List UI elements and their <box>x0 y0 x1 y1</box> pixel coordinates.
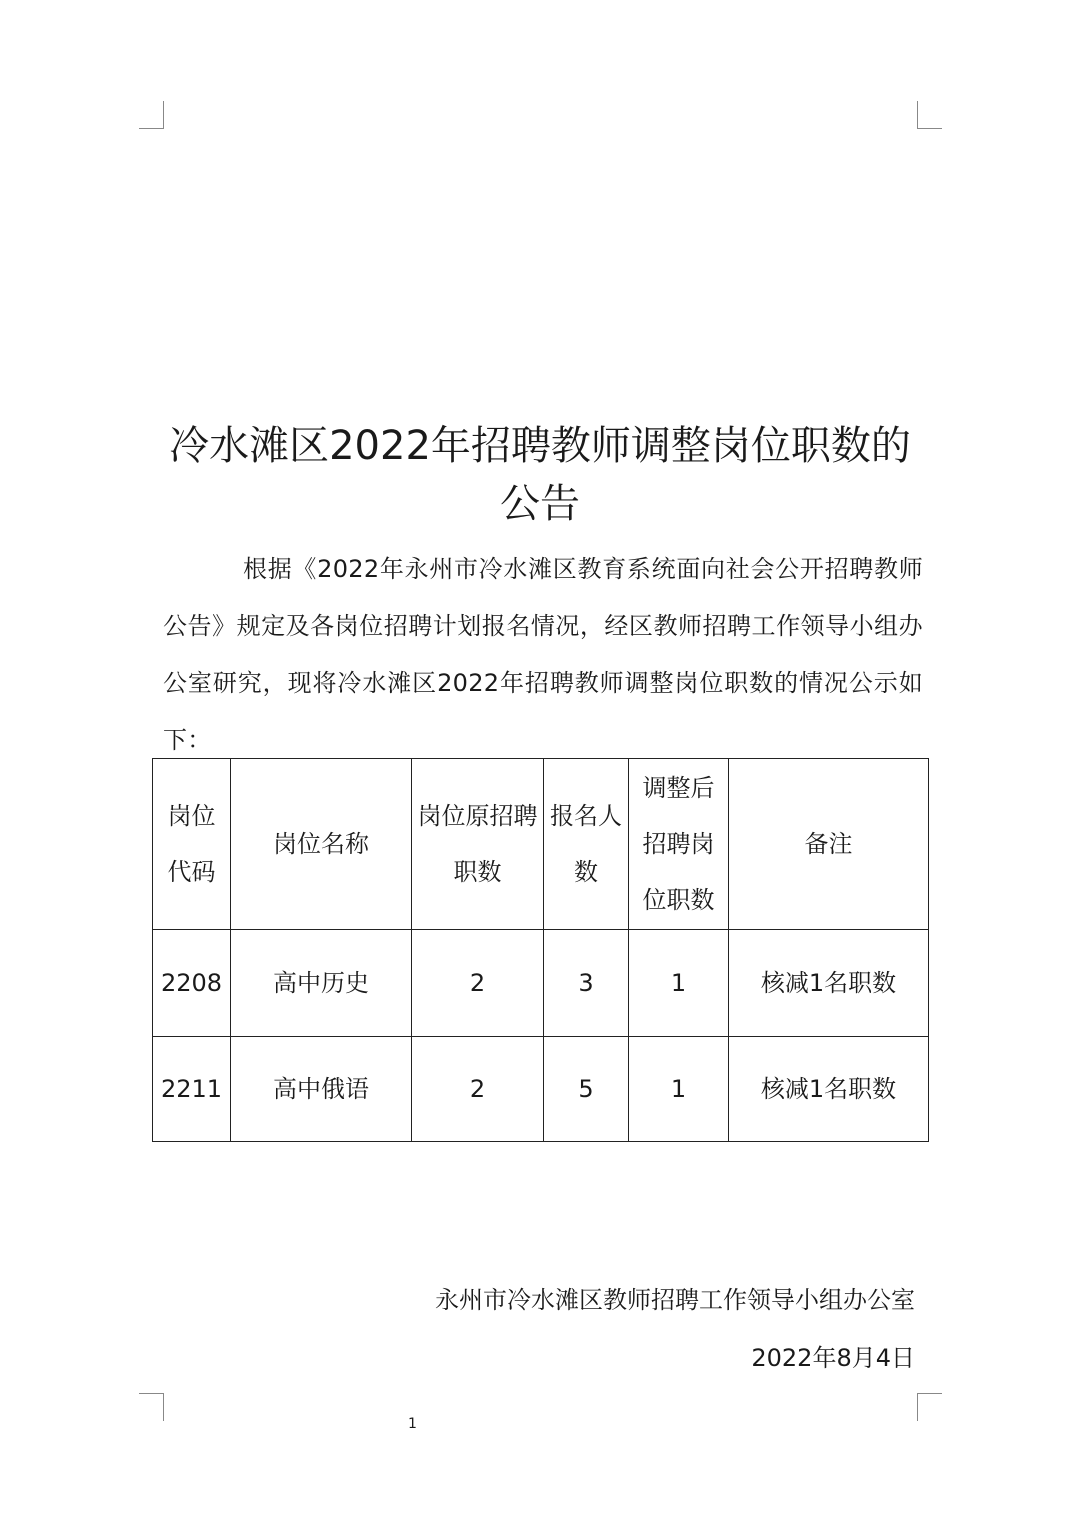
header-position-name: 岗位名称 <box>231 759 412 930</box>
document-title-line-1: 冷水滩区2022年招聘教师调整岗位职数的 <box>169 423 911 469</box>
header-adjusted-quota: 调整后招聘岗位职数 <box>629 759 729 930</box>
header-position-code: 岗位代码 <box>153 759 231 930</box>
signature-organization: 永州市冷水滩区教师招聘工作领导小组办公室 <box>435 1286 915 1314</box>
cell-position-name: 高中俄语 <box>231 1037 412 1142</box>
cell-adjusted-quota: 1 <box>629 1037 729 1142</box>
cell-remarks: 核减1名职数 <box>729 930 929 1037</box>
page-number: 1 <box>408 1416 417 1432</box>
cell-position-code: 2208 <box>153 930 231 1037</box>
header-applicant-count: 报名人数 <box>544 759 629 930</box>
page-corner-mark-top-right <box>917 101 942 129</box>
signature-date: 2022年8月4日 <box>751 1344 915 1372</box>
header-remarks: 备注 <box>729 759 929 930</box>
document-title-line-2: 公告 <box>500 481 580 527</box>
page-corner-mark-top-left <box>139 101 164 129</box>
cell-adjusted-quota: 1 <box>629 930 729 1037</box>
cell-applicant-count: 3 <box>544 930 629 1037</box>
cell-original-quota: 2 <box>412 930 544 1037</box>
table-row <box>153 930 929 1037</box>
page-corner-mark-bottom-left <box>139 1393 164 1421</box>
position-adjustment-table <box>152 758 929 1142</box>
table-row <box>153 1037 929 1142</box>
table-header-row <box>153 759 929 930</box>
cell-position-name: 高中历史 <box>231 930 412 1037</box>
header-original-quota: 岗位原招聘职数 <box>412 759 544 930</box>
cell-applicant-count: 5 <box>544 1037 629 1142</box>
cell-remarks: 核减1名职数 <box>729 1037 929 1142</box>
body-paragraph: 根据《2022年永州市冷水滩区教育系统面向社会公开招聘教师公告》规定及各岗位招聘计划报名情况，经区教师招聘工作领导小组办公室研究，现将冷水滩区2022年招聘教师调整岗位职数的情况公示如下： <box>163 555 923 754</box>
page-corner-mark-bottom-right <box>917 1393 942 1421</box>
cell-position-code: 2211 <box>153 1037 231 1142</box>
cell-original-quota: 2 <box>412 1037 544 1142</box>
